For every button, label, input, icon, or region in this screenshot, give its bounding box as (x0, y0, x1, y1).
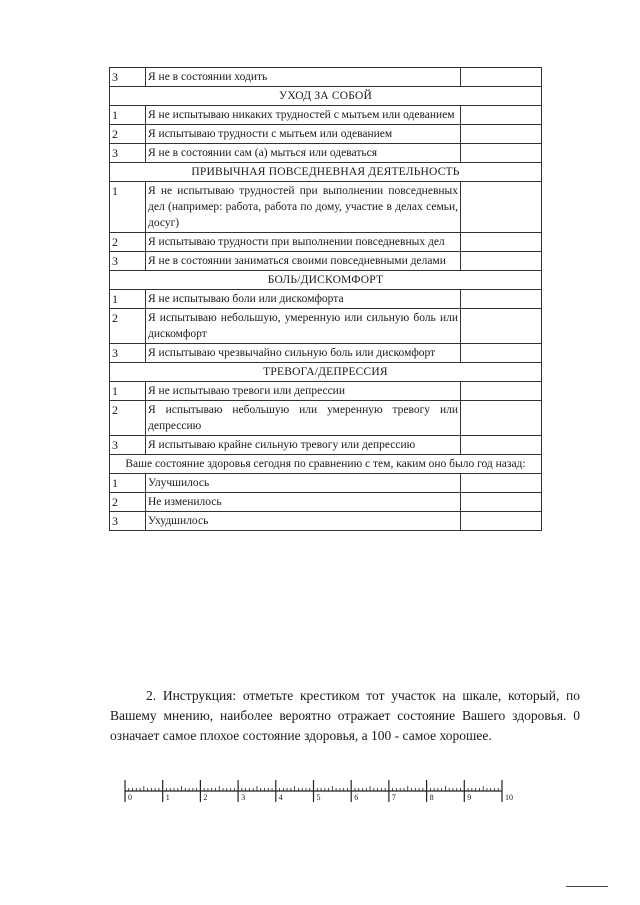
answer-text: Я не в состоянии сам (а) мыться или одеваться (146, 144, 461, 163)
answer-row (110, 290, 542, 309)
answer-mark-cell[interactable] (461, 512, 542, 531)
section-title: УХОД ЗА СОБОЙ (110, 87, 542, 106)
scale-tick-label: 2 (203, 793, 208, 802)
answer-mark-cell[interactable] (461, 106, 542, 125)
answer-number: 3 (110, 68, 146, 87)
comparison-question-row (110, 455, 542, 474)
questionnaire-table (109, 67, 542, 531)
answer-number: 1 (110, 290, 146, 309)
answer-row (110, 493, 542, 512)
section-header-row (110, 163, 542, 182)
answer-mark-cell[interactable] (461, 68, 542, 87)
answer-mark-cell[interactable] (461, 436, 542, 455)
answer-row (110, 512, 542, 531)
answer-row (110, 68, 542, 87)
questionnaire-body (110, 68, 542, 531)
answer-number: 3 (110, 344, 146, 363)
section-header-row (110, 363, 542, 382)
scale-tick-label: 6 (354, 793, 359, 802)
answer-text: Я не испытываю трудностей при выполнении повседневных дел (например: работа, работа по дому, участие в делах семьи, досуг) (146, 182, 461, 233)
answer-mark-cell[interactable] (461, 233, 542, 252)
answer-text: Я не испытываю никаких трудностей с мытьем или одеванием (146, 106, 461, 125)
answer-mark-cell[interactable] (461, 474, 542, 493)
answer-number: 2 (110, 309, 146, 344)
answer-text: Я не испытываю боли или дискомфорта (146, 290, 461, 309)
answer-number: 2 (110, 493, 146, 512)
scale-tick-label: 8 (429, 793, 434, 802)
scale-tick-label: 3 (241, 793, 246, 802)
answer-text: Я испытываю трудности с мытьем или одеванием (146, 125, 461, 144)
answer-text: Улучшилось (146, 474, 461, 493)
section-title: БОЛЬ/ДИСКОМФОРТ (110, 271, 542, 290)
answer-number: 3 (110, 436, 146, 455)
answer-number: 3 (110, 252, 146, 271)
answer-number: 3 (110, 512, 146, 531)
answer-row (110, 233, 542, 252)
comparison-question: Ваше состояние здоровья сегодня по сравнению с тем, каким оно было год назад: (110, 455, 542, 474)
answer-mark-cell[interactable] (461, 309, 542, 344)
answer-text: Ухудшилось (146, 512, 461, 531)
answer-mark-cell[interactable] (461, 493, 542, 512)
footer-line (566, 886, 608, 887)
answer-number: 2 (110, 233, 146, 252)
section-title: ТРЕВОГА/ДЕПРЕССИЯ (110, 363, 542, 382)
answer-text: Я не испытываю тревоги или депрессии (146, 382, 461, 401)
answer-mark-cell[interactable] (461, 252, 542, 271)
scale-ruler[interactable] (122, 777, 522, 807)
section-header-row (110, 271, 542, 290)
health-scale[interactable] (122, 777, 522, 807)
answer-number: 1 (110, 474, 146, 493)
instruction-paragraph (110, 686, 580, 746)
answer-text: Я не в состоянии заниматься своими повседневными делами (146, 252, 461, 271)
answer-number: 1 (110, 382, 146, 401)
scale-tick-label: 5 (316, 793, 321, 802)
answer-text: Я испытываю небольшую или умеренную тревогу или депрессию (146, 401, 461, 436)
answer-row (110, 382, 542, 401)
scale-tick-label: 1 (165, 793, 170, 802)
section-header-row (110, 87, 542, 106)
answer-row (110, 401, 542, 436)
scale-tick-label: 4 (278, 793, 283, 802)
answer-text: Я испытываю чрезвычайно сильную боль или дискомфорт (146, 344, 461, 363)
answer-mark-cell[interactable] (461, 182, 542, 233)
section-title: ПРИВЫЧНАЯ ПОВСЕДНЕВНАЯ ДЕЯТЕЛЬНОСТЬ (110, 163, 542, 182)
answer-row (110, 474, 542, 493)
answer-number: 1 (110, 182, 146, 233)
answer-row (110, 182, 542, 233)
answer-text: Я испытываю трудности при выполнении повседневных дел (146, 233, 461, 252)
scale-tick-label: 7 (391, 793, 396, 802)
answer-row (110, 125, 542, 144)
answer-number: 3 (110, 144, 146, 163)
answer-row (110, 144, 542, 163)
answer-row (110, 436, 542, 455)
answer-text: Я испытываю крайне сильную тревогу или депрессию (146, 436, 461, 455)
answer-row (110, 344, 542, 363)
answer-text: Я не в состоянии ходить (146, 68, 461, 87)
answer-mark-cell[interactable] (461, 125, 542, 144)
answer-number: 2 (110, 125, 146, 144)
answer-number: 2 (110, 401, 146, 436)
answer-row (110, 309, 542, 344)
scale-tick-label: 10 (505, 793, 513, 802)
answer-mark-cell[interactable] (461, 401, 542, 436)
answer-text: Не изменилось (146, 493, 461, 512)
instruction-text: 2. Инструкция: отметьте крестиком тот участок на шкале, который, по Вашему мнению, наиболее вероятно отражает состояние Вашего здоровья. 0 означает самое плохое состояние здоровья, а 100 - самое хорошее. (110, 688, 580, 743)
answer-mark-cell[interactable] (461, 382, 542, 401)
answer-number: 1 (110, 106, 146, 125)
answer-mark-cell[interactable] (461, 290, 542, 309)
answer-row (110, 106, 542, 125)
answer-text: Я испытываю небольшую, умеренную или сильную боль или дискомфорт (146, 309, 461, 344)
answer-row (110, 252, 542, 271)
answer-mark-cell[interactable] (461, 144, 542, 163)
scale-tick-label: 9 (467, 793, 472, 802)
scale-tick-label: 0 (128, 793, 132, 802)
answer-mark-cell[interactable] (461, 344, 542, 363)
